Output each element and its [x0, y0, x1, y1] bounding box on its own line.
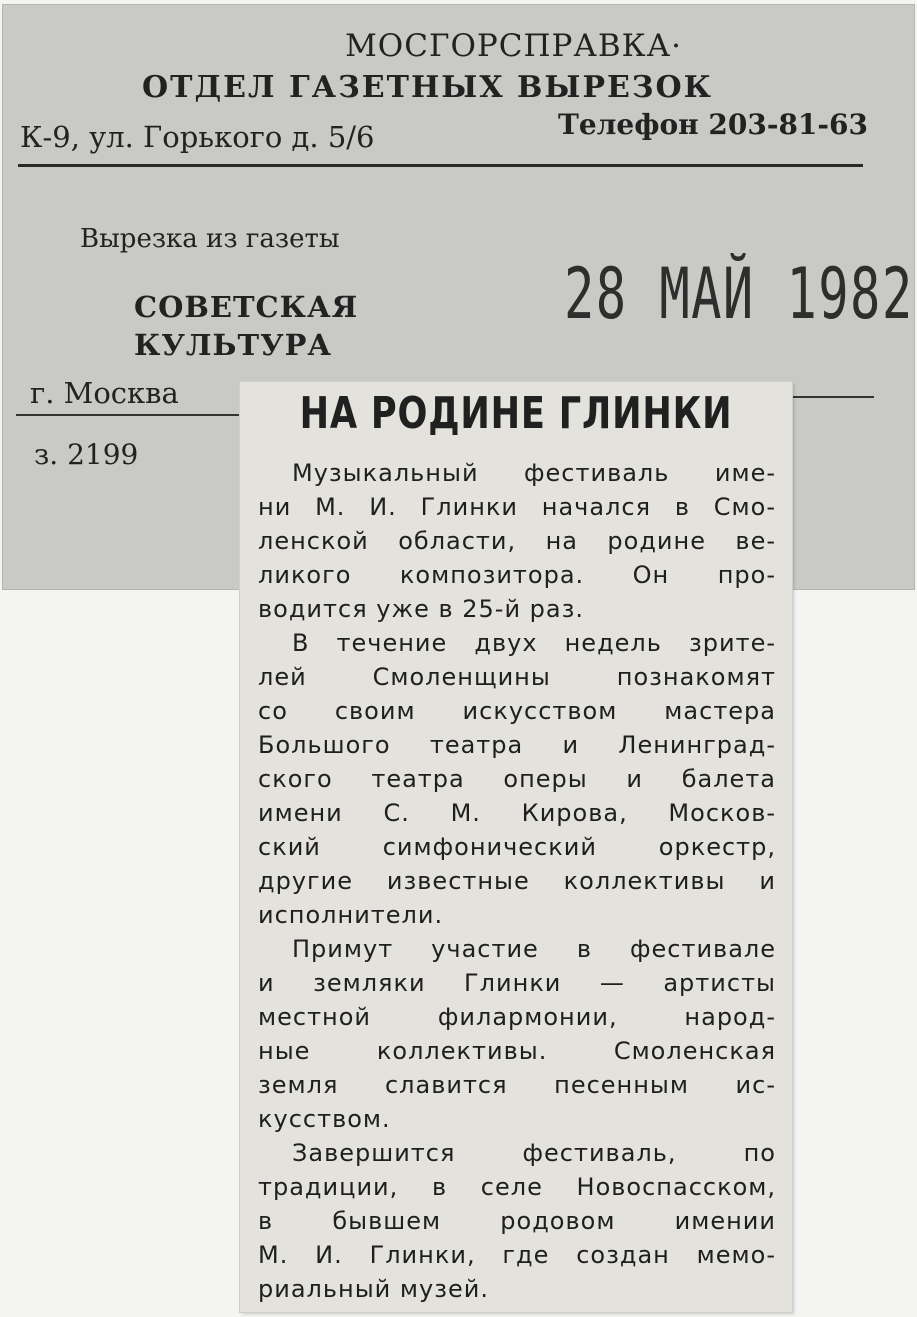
- article-headline: НА РОДИНЕ ГЛИНКИ: [299, 388, 733, 439]
- order-number: з. 2199: [34, 438, 139, 471]
- article-line: ленской области, на родине ве-: [258, 527, 776, 555]
- bureau-address: К-9, ул. Горького д. 5/6: [20, 120, 375, 154]
- header-divider: [18, 164, 863, 167]
- article-line: земля славится песенным ис-: [258, 1071, 776, 1099]
- article-line: местной филармонии, народ-: [258, 1003, 776, 1031]
- department-name: ОТДЕЛ ГАЗЕТНЫХ ВЫРЕЗОК: [142, 70, 713, 105]
- article-line: имени С. М. Кирова, Москов-: [258, 799, 776, 827]
- article-line: ные коллективы. Смоленская: [258, 1037, 776, 1065]
- article-line: риальный музей.: [258, 1275, 489, 1303]
- newspaper-name-line-1: СОВЕТСКАЯ: [134, 290, 359, 324]
- article-line: водится уже в 25-й раз.: [258, 595, 585, 623]
- article-line: традиции, в селе Новоспасском,: [258, 1173, 776, 1201]
- article-line: ский симфонический оркестр,: [258, 833, 776, 861]
- bureau-phone: Телефон 203-81-63: [558, 108, 868, 141]
- article-line: другие известные коллективы и: [258, 867, 776, 895]
- article-line: ликого композитора. Он про-: [258, 561, 776, 589]
- date-stamp: 28 МАЙ 1982: [564, 253, 914, 335]
- article-line: М. И. Глинки, где создан мемо-: [258, 1241, 776, 1269]
- article-line: в бывшем родовом имении: [258, 1207, 776, 1235]
- article-line: ни М. И. Глинки начался в Смо-: [258, 493, 776, 521]
- newspaper-name-line-2: КУЛЬТУРА: [134, 328, 333, 362]
- newspaper-clipping: [240, 382, 792, 1312]
- article-line: исполнители.: [258, 901, 444, 929]
- city-label: г. Москва: [30, 376, 179, 410]
- article-body: [258, 456, 776, 1306]
- article-line: Музыкальный фестиваль име-: [292, 459, 776, 487]
- cut-from-label: Вырезка из газеты: [80, 224, 340, 254]
- article-line: лей Смоленщины познакомят: [258, 663, 776, 691]
- article-line: Примут участие в фестивале: [292, 935, 776, 963]
- article-line: В течение двух недель зрите-: [292, 629, 776, 657]
- article-line: ского театра оперы и балета: [258, 765, 776, 793]
- article-line: со своим искусством мастера: [258, 697, 776, 725]
- article-line: Большого театра и Ленинград-: [258, 731, 776, 759]
- bureau-name: МОСГОРСПРАВКА·: [345, 28, 682, 64]
- article-line: Завершится фестиваль, по: [292, 1139, 776, 1167]
- city-underline: [16, 414, 242, 416]
- newspaper-name: [134, 288, 358, 364]
- article-line: кусством.: [258, 1105, 391, 1133]
- date-underline: [792, 396, 874, 398]
- article-line: и земляки Глинки — артисты: [258, 969, 776, 997]
